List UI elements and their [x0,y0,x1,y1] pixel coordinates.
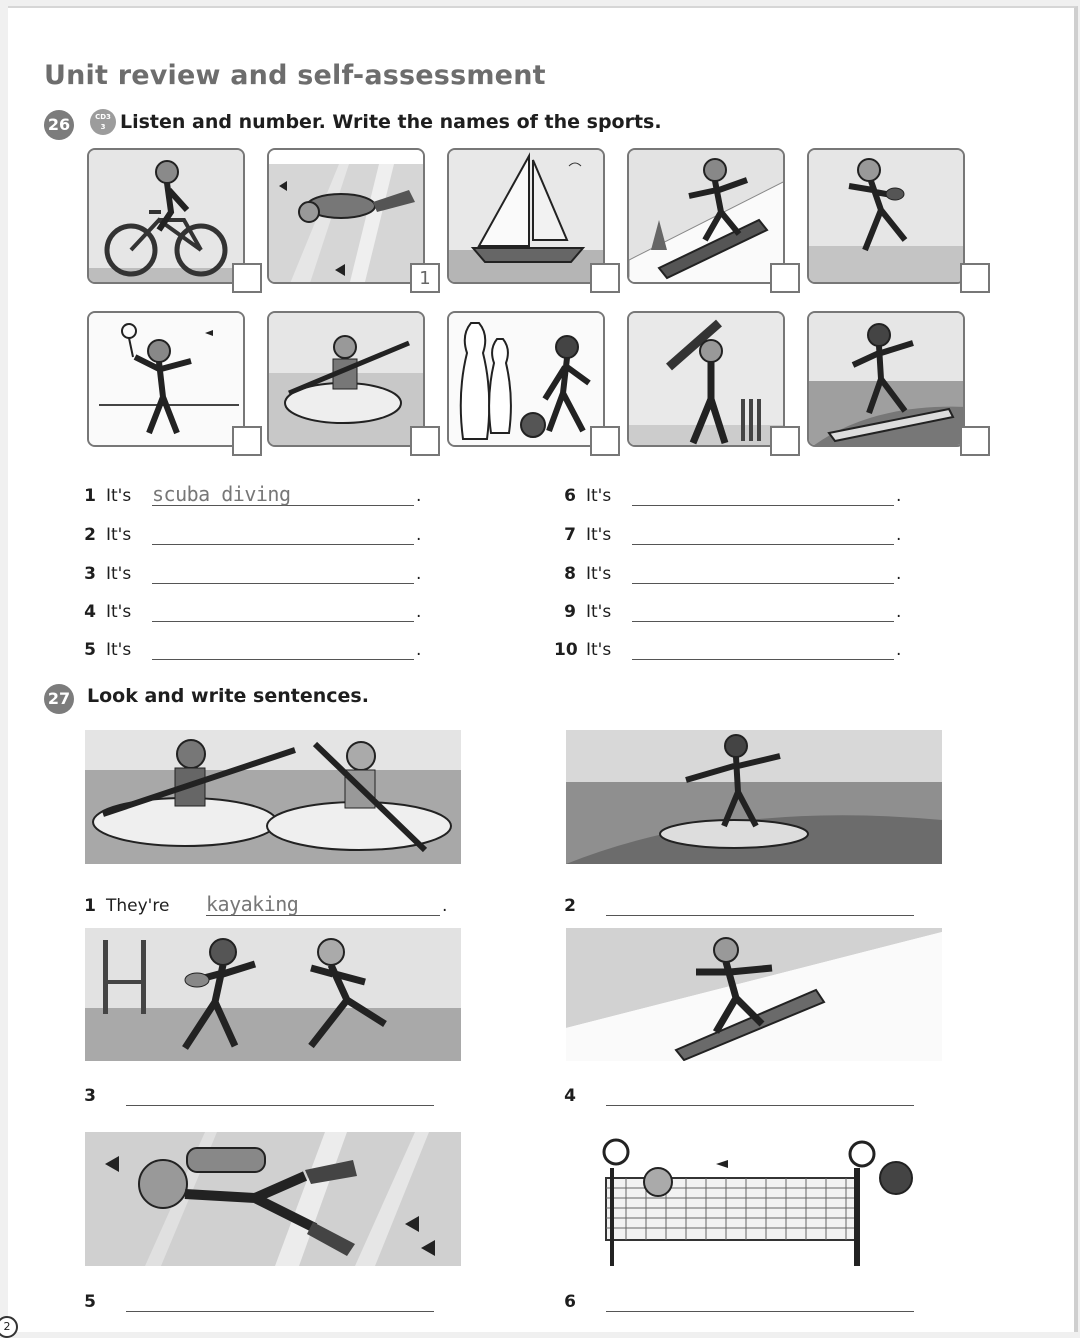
number-box-3[interactable] [590,263,620,293]
picture-surfing [807,311,965,447]
workbook-page [8,6,1078,1332]
number-box-10[interactable] [960,426,990,456]
exercise-26-badge: 26 [44,110,74,140]
picture-scuba-diving [267,148,425,284]
picture-cycling [87,148,245,284]
answer-input-6[interactable] [632,482,894,506]
sentence-line-2: 2 [554,894,914,922]
scene-snowboarding [566,928,942,1061]
picture-cricket [627,311,785,447]
picture-badminton [87,311,245,447]
sentence-line-3: 3 [74,1084,434,1112]
answer-line-3: 3 It's . [74,562,424,590]
answer-line-9: 9 It's . [554,600,904,628]
number-box-6[interactable] [232,426,262,456]
picture-rugby [807,148,965,284]
number-box-7[interactable] [410,426,440,456]
answer-input-4[interactable] [152,598,414,622]
picture-snowboarding [627,148,785,284]
sentence-input-3[interactable] [126,1082,434,1106]
sentence-input-1[interactable]: kayaking [206,892,440,916]
answer-input-9[interactable] [632,598,894,622]
sentence-line-6: 6 [554,1290,914,1318]
sentence-input-6[interactable] [606,1288,914,1312]
answer-line-4: 4 It's . [74,600,424,628]
number-box-8[interactable] [590,426,620,456]
number-box-5[interactable] [960,263,990,293]
answer-input-3[interactable] [152,560,414,584]
number-box-1[interactable] [232,263,262,293]
answer-input-7[interactable] [632,521,894,545]
answer-line-1: 1 It's scuba diving . [84,482,422,506]
page-number: 2 [0,1316,18,1338]
sentence-line-1: 1 They're kayaking . [84,892,448,916]
answer-line-10: 10 It's . [554,638,904,666]
answer-input-1[interactable]: scuba diving [152,482,414,506]
cd-icon: CD3 3 [90,109,116,135]
answer-input-8[interactable] [632,560,894,584]
answer-line-6: 6 It's . [554,484,904,512]
answer-input-10[interactable] [632,636,894,660]
number-box-9[interactable] [770,426,800,456]
exercise-27-badge: 27 [44,684,74,714]
answer-input-2[interactable] [152,521,414,545]
sentence-line-5: 5 [74,1290,434,1318]
answer-line-8: 8 It's . [554,562,904,590]
exercise-27-instruction: Look and write sentences. [87,685,369,707]
scene-surfing [566,730,942,864]
sentence-input-5[interactable] [126,1288,434,1312]
answer-input-5[interactable] [152,636,414,660]
answer-line-5: 5 It's . [74,638,424,666]
sentence-input-4[interactable] [606,1082,914,1106]
scene-badminton [566,1132,942,1266]
answer-line-7: 7 It's . [554,523,904,551]
picture-kayaking [267,311,425,447]
exercise-26-instruction: Listen and number. Write the names of the sports. [120,111,662,133]
scene-kayaking [85,730,461,864]
picture-sailing [447,148,605,284]
scene-scuba-diving [85,1132,461,1266]
scene-rugby [85,928,461,1061]
picture-bowling [447,311,605,447]
number-box-2[interactable]: 1 [410,263,440,293]
answer-line-2: 2 It's . [74,523,424,551]
number-box-4[interactable] [770,263,800,293]
sentence-line-4: 4 [554,1084,914,1112]
sentence-input-2[interactable] [606,892,914,916]
unit-title: Unit review and self-assessment [44,60,546,91]
